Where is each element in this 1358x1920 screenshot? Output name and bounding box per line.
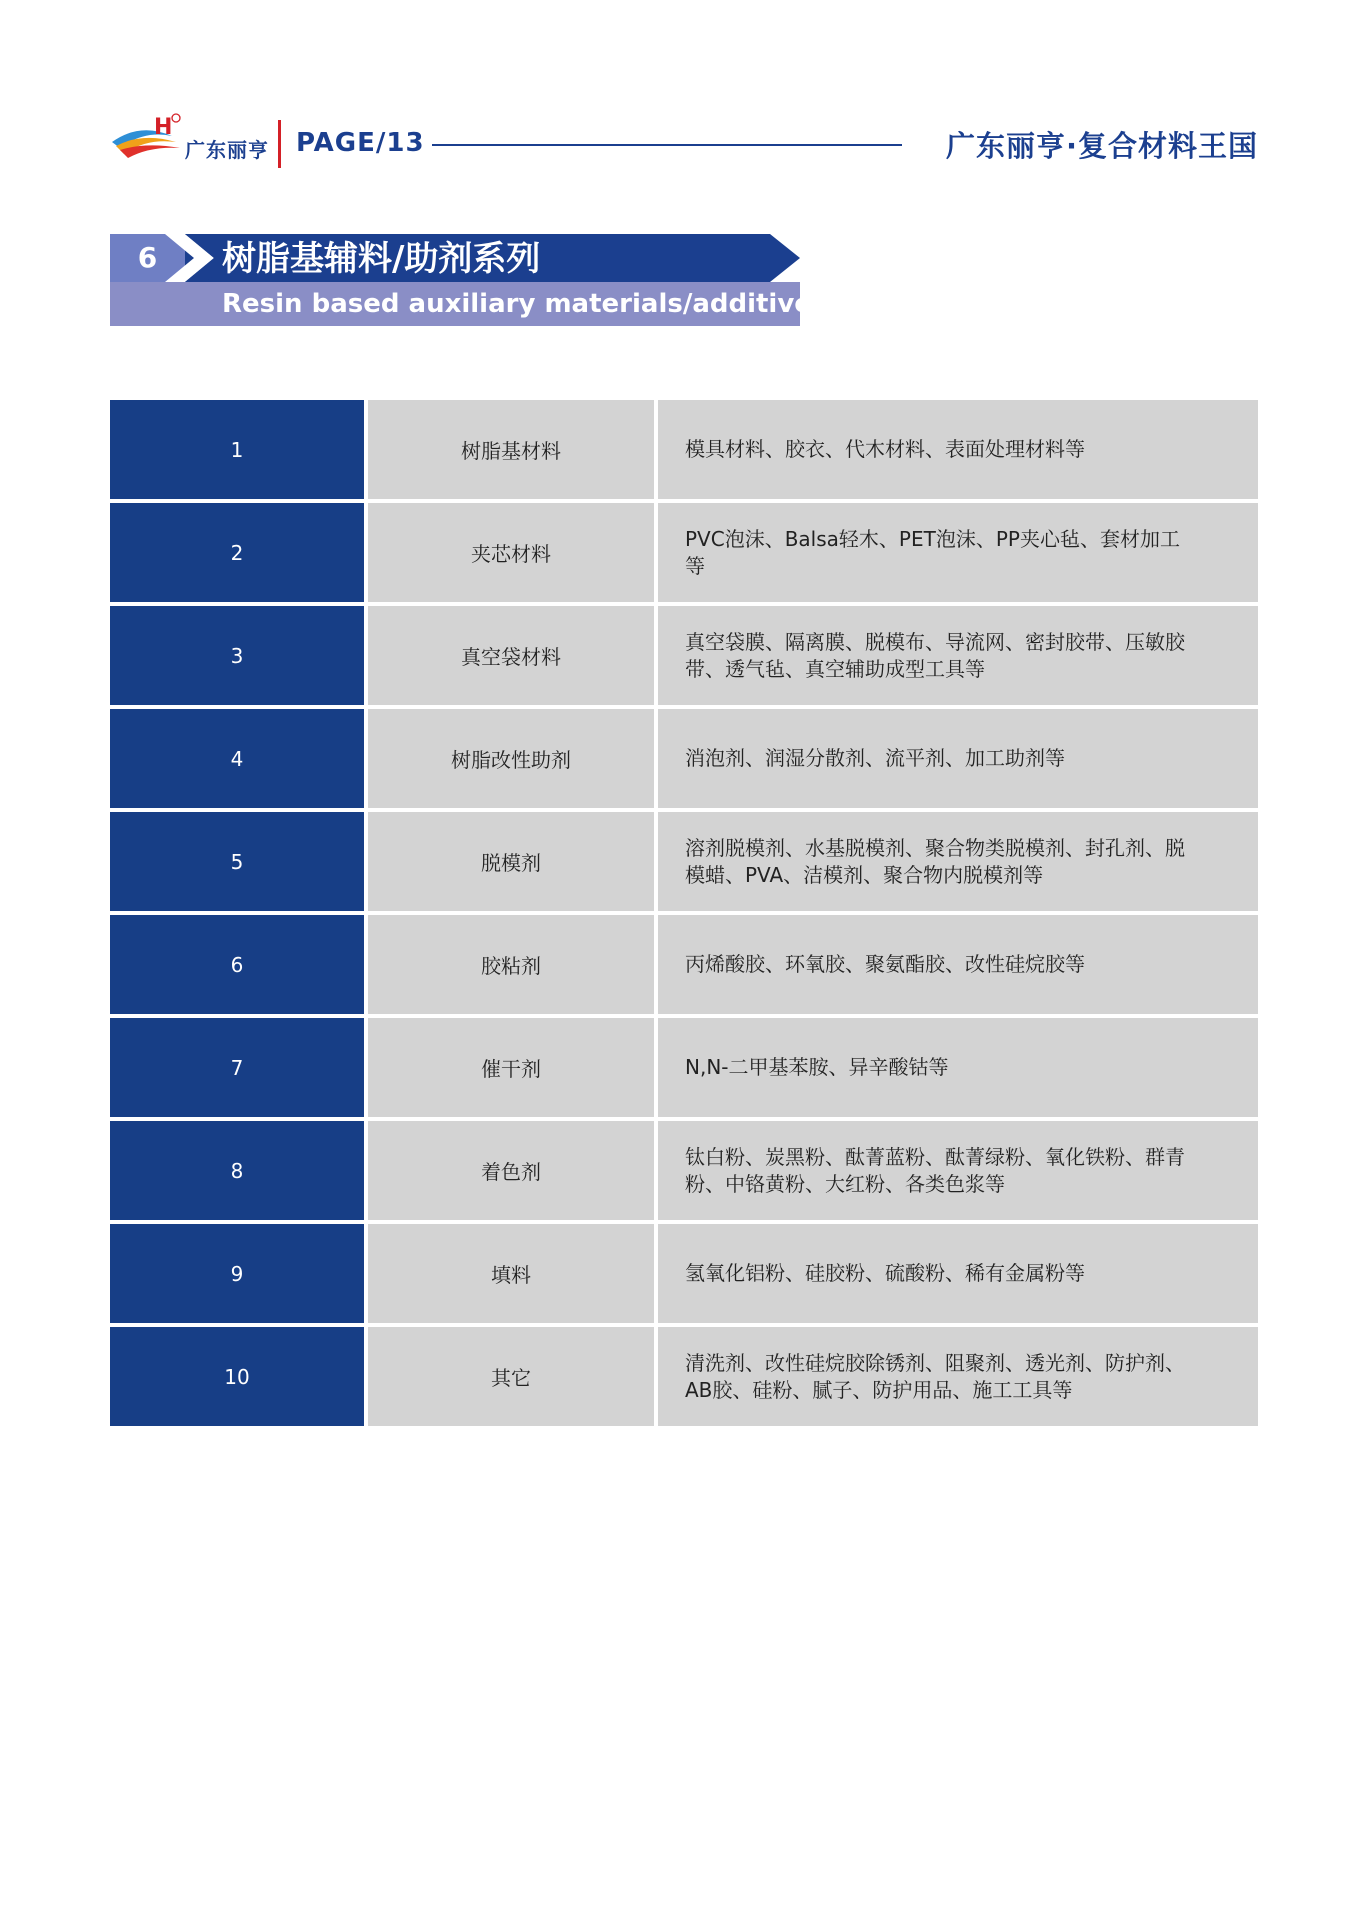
category-description: 清洗剂、改性硅烷胶除锈剂、阻聚剂、透光剂、防护剂、AB胶、硅粉、腻子、防护用品、施工工具等 — [658, 1327, 1258, 1426]
category-name: 脱模剂 — [368, 812, 654, 911]
section-subtitle: Resin based auxiliary materials/additives series — [222, 289, 925, 319]
category-name: 催干剂 — [368, 1018, 654, 1117]
row-number: 6 — [110, 915, 364, 1014]
table-row — [110, 606, 1258, 705]
table-row — [110, 503, 1258, 602]
table-row — [110, 1018, 1258, 1117]
row-number: 7 — [110, 1018, 364, 1117]
category-name: 树脂基材料 — [368, 400, 654, 499]
category-description: PVC泡沫、Balsa轻木、PET泡沫、PP夹心毡、套材加工等 — [658, 503, 1258, 602]
category-description: 钛白粉、炭黑粉、酞菁蓝粉、酞菁绿粉、氧化铁粉、群青粉、中铬黄粉、大红粉、各类色浆等 — [658, 1121, 1258, 1220]
category-description: 溶剂脱模剂、水基脱模剂、聚合物类脱模剂、封孔剂、脱模蜡、PVA、洁模剂、聚合物内脱模剂等 — [658, 812, 1258, 911]
row-number: 9 — [110, 1224, 364, 1323]
category-name: 其它 — [368, 1327, 654, 1426]
category-name: 着色剂 — [368, 1121, 654, 1220]
category-description: 模具材料、胶衣、代木材料、表面处理材料等 — [658, 400, 1258, 499]
header-tagline: 广东丽亨·复合材料王国 — [945, 129, 1258, 163]
row-number: 1 — [110, 400, 364, 499]
page-header — [0, 0, 1358, 180]
row-number: 4 — [110, 709, 364, 808]
category-description: 消泡剂、润湿分散剂、流平剂、加工助剂等 — [658, 709, 1258, 808]
table-row — [110, 812, 1258, 911]
page-number-label: PAGE/13 — [296, 128, 425, 158]
row-number: 8 — [110, 1121, 364, 1220]
row-number: 10 — [110, 1327, 364, 1426]
table-row — [110, 400, 1258, 499]
logo-text: 广东丽亨 — [185, 138, 269, 162]
category-description: 真空袋膜、隔离膜、脱模布、导流网、密封胶带、压敏胶带、透气毡、真空辅助成型工具等 — [658, 606, 1258, 705]
category-name: 夹芯材料 — [368, 503, 654, 602]
table-row — [110, 709, 1258, 808]
row-number: 3 — [110, 606, 364, 705]
svg-text:H: H — [154, 115, 173, 140]
category-name: 胶粘剂 — [368, 915, 654, 1014]
table-row — [110, 1327, 1258, 1426]
category-name: 填料 — [368, 1224, 654, 1323]
header-divider — [278, 120, 281, 168]
section-banner — [110, 234, 925, 326]
section-number: 6 — [137, 241, 158, 274]
category-description: 丙烯酸胶、环氧胶、聚氨酯胶、改性硅烷胶等 — [658, 915, 1258, 1014]
category-description: 氢氧化铝粉、硅胶粉、硫酸粉、稀有金属粉等 — [658, 1224, 1258, 1323]
table-row — [110, 915, 1258, 1014]
category-name: 真空袋材料 — [368, 606, 654, 705]
category-description: N,N-二甲基苯胺、异辛酸钴等 — [658, 1018, 1258, 1117]
table-row — [110, 1224, 1258, 1323]
row-number: 2 — [110, 503, 364, 602]
row-number: 5 — [110, 812, 364, 911]
materials-table — [110, 400, 1258, 1430]
category-name: 树脂改性助剂 — [368, 709, 654, 808]
header-rule — [432, 144, 902, 146]
company-logo-icon — [110, 112, 190, 162]
table-row — [110, 1121, 1258, 1220]
section-title: 树脂基辅料/助剂系列 — [222, 239, 541, 279]
